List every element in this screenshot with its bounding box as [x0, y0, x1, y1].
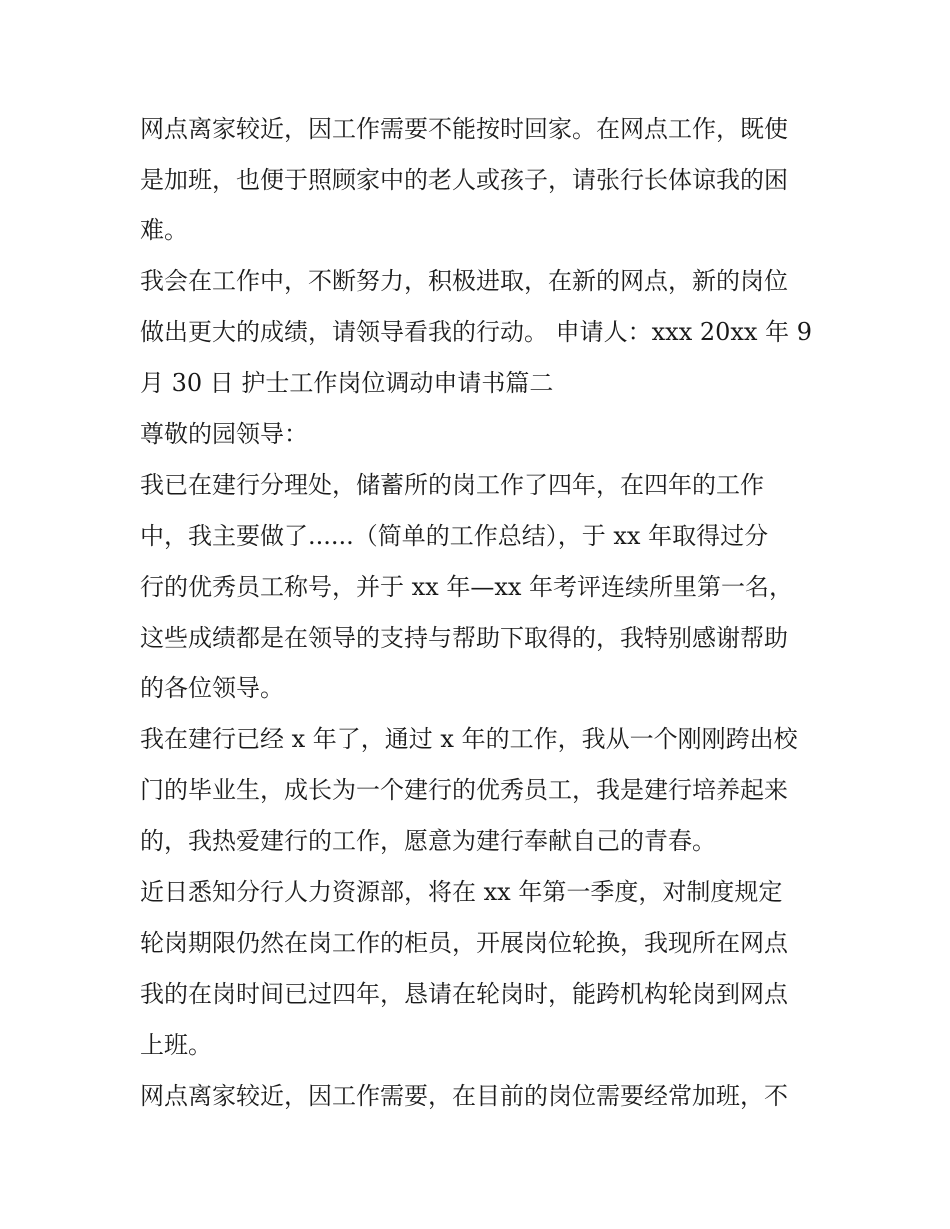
text-line: 月 30 日 护士工作岗位调动申请书篇二 [140, 369, 554, 397]
text-line: 轮岗期限仍然在岗工作的柜员，开展岗位轮换，我现所在网点 [140, 929, 788, 957]
text-line: 网点离家较近，因工作需要不能按时回家。在网点工作，既使 [140, 115, 788, 143]
text-line: 门的毕业生，成长为一个建行的优秀员工，我是建行培养起来 [140, 776, 788, 804]
text-line: 上班。 [140, 1031, 212, 1059]
text-line: 是加班，也便于照顾家中的老人或孩子，请张行长体谅我的困 [140, 166, 788, 194]
salutation: 尊敬的园领导： [140, 420, 308, 448]
text-line: 网点离家较近，因工作需要，在目前的岗位需要经常加班，不 [140, 1082, 788, 1110]
text-line: 我会在工作中，不断努力，积极进取，在新的网点，新的岗位 [140, 267, 788, 295]
text-line: 中，我主要做了......（简单的工作总结），于 xx 年取得过分 [140, 522, 769, 550]
text-line: 行的优秀员工称号，并于 xx 年—xx 年考评连续所里第一名， [140, 573, 794, 601]
text-line: 难。 [140, 216, 188, 244]
text-line: 我在建行已经 x 年了，通过 x 年的工作，我从一个刚刚跨出校 [140, 725, 798, 753]
text-line: 的各位领导。 [140, 674, 284, 702]
text-line: 做出更大的成绩，请领导看我的行动。 申请人：xxx 20xx 年 9 [140, 318, 812, 346]
text-line: 的，我热爱建行的工作，愿意为建行奉献自己的青春。 [140, 827, 716, 855]
text-line: 近日悉知分行人力资源部，将在 xx 年第一季度，对制度规定 [140, 878, 783, 906]
text-line: 这些成绩都是在领导的支持与帮助下取得的，我特别感谢帮助 [140, 624, 788, 652]
text-line: 我的在岗时间已过四年，恳请在轮岗时，能跨机构轮岗到网点 [140, 980, 788, 1008]
text-line: 我已在建行分理处，储蓄所的岗工作了四年，在四年的工作 [140, 471, 764, 499]
